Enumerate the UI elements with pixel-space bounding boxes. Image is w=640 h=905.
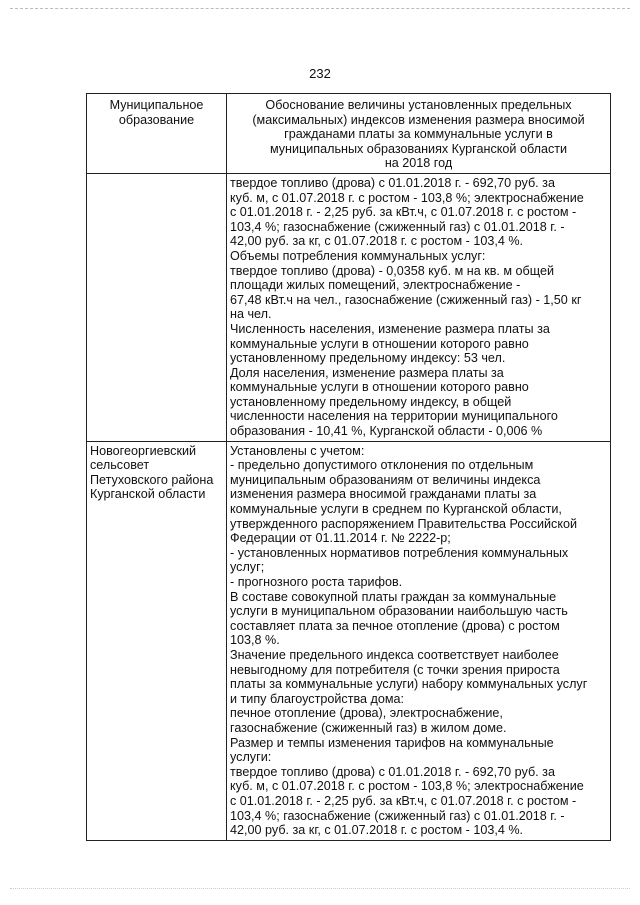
text-line: Установлены с учетом:	[230, 443, 365, 458]
text-line: Численность населения, изменение размера платы за	[230, 321, 550, 336]
text-line: коммунальные услуги в отношении которого равно	[230, 380, 529, 395]
municipality-cell	[87, 173, 227, 441]
table-row	[87, 173, 611, 441]
justification-table	[86, 93, 611, 841]
text-line: 42,00 руб. за кг, с 01.07.2018 г. с ростом - 103,4 %.	[230, 234, 524, 249]
municipality-line: Курганской области	[90, 487, 206, 502]
text-line: Значение предельного индекса соответствует наиболее	[230, 647, 559, 662]
text-line: и типу благоустройства дома:	[230, 691, 405, 706]
header-line: гражданами платы за коммунальные услуги в	[284, 127, 553, 142]
text-line: услуги в муниципальном образовании наибольшую часть	[230, 604, 568, 619]
text-line: Размер и темпы изменения тарифов на коммунальные	[230, 735, 554, 750]
text-line: невыгодному для потребителя (с точки зрения прироста	[230, 662, 560, 677]
text-line: услуг;	[230, 560, 265, 575]
text-line: - прогнозного роста тарифов.	[230, 575, 403, 589]
text-line: платы за коммунальные услуги) набору коммунальных услуг	[230, 677, 588, 692]
text-line: твердое топливо (дрова) с 01.01.2018 г. - 692,70 руб. за	[230, 764, 555, 779]
header-line: (максимальных) индексов изменения размера вносимой	[252, 112, 585, 127]
text-line: газоснабжение (сжиженный газ) в жилом доме.	[230, 720, 507, 735]
municipality-line: Новогеоргиевский	[90, 443, 197, 458]
text-line: 103,4 %; газоснабжение (сжиженный газ) с 01.01.2018 г. -	[230, 808, 565, 823]
header-line: муниципальных образованиях Курганской области	[269, 141, 568, 156]
table-header-row	[87, 94, 611, 174]
text-line: - предельно допустимого отклонения по отдельным	[230, 458, 534, 473]
text-line: 103,8 %.	[230, 633, 280, 648]
municipality-line: сельсовет	[90, 458, 150, 473]
text-line: - установленных нормативов потребления коммунальных	[230, 545, 569, 560]
text-line: 42,00 руб. за кг, с 01.07.2018 г. с ростом - 103,4 %.	[230, 823, 524, 838]
text-line: с 01.01.2018 г. - 2,25 руб. за кВт.ч, с 01.07.2018 г. с ростом -	[230, 793, 577, 808]
header-justification	[227, 94, 611, 174]
page-number: 232	[309, 66, 331, 81]
text-line: установленному предельному индексу: 53 чел.	[230, 351, 506, 366]
text-line: образования - 10,41 %, Курганской области - 0,006 %	[230, 424, 543, 439]
municipality-cell	[87, 441, 227, 840]
text-line: куб. м, с 01.07.2018 г. с ростом - 103,8 %; электроснабжение	[230, 779, 584, 794]
header-line: на 2018 год	[384, 156, 453, 171]
text-line: 103,4 %; газоснабжение (сжиженный газ) с 01.01.2018 г. -	[230, 219, 565, 234]
scan-edge-bottom	[10, 888, 630, 891]
text-line: Доля населения, изменение размера платы за	[230, 365, 504, 380]
text-line: твердое топливо (дрова) с 01.01.2018 г. - 692,70 руб. за	[230, 175, 555, 190]
text-line: 67,48 кВт.ч на чел., газоснабжение (сжиженный газ) - 1,50 кг	[230, 292, 582, 307]
header-municipality	[87, 94, 227, 174]
text-line: изменения размера вносимой гражданами платы за	[230, 487, 537, 502]
text-line: коммунальные услуги в отношении которого равно	[230, 336, 529, 351]
scan-edge-top	[10, 8, 630, 11]
text-line: составляет плата за печное отопление (дрова) с ростом	[230, 618, 560, 633]
text-line: куб. м, с 01.07.2018 г. с ростом - 103,8 %; электроснабжение	[230, 190, 584, 205]
text-line: утвержденного распоряжением Правительства Российской	[230, 516, 578, 531]
text-line: твердое топливо (дрова) - 0,0358 куб. м на кв. м общей	[230, 263, 555, 278]
text-line: с 01.01.2018 г. - 2,25 руб. за кВт.ч, с 01.07.2018 г. с ростом -	[230, 205, 577, 220]
justification-cell	[227, 441, 611, 840]
header-line: Обоснование величины установленных предельных	[265, 98, 572, 112]
table-row	[87, 441, 611, 840]
text-line: коммунальные услуги в среднем по Курганской области,	[230, 502, 562, 517]
text-line: В составе совокупной платы граждан за коммунальные	[230, 589, 557, 604]
text-line: Объемы потребления коммунальных услуг:	[230, 248, 486, 263]
header-line: Муниципальное	[109, 98, 204, 112]
text-line: численности населения на территории муниципального	[230, 409, 558, 424]
text-line: муниципальным образованиям от величины индекса	[230, 472, 541, 487]
text-line: установленному предельному индексу, в общей	[230, 394, 512, 409]
header-line: образование	[118, 112, 195, 127]
text-line: печное отопление (дрова), электроснабжение,	[230, 706, 503, 721]
text-line: услуги:	[230, 750, 272, 765]
text-line: Федерации от 01.11.2014 г. № 2222-р;	[230, 531, 451, 546]
text-line: площади жилых помещений, электроснабжение -	[230, 278, 521, 293]
municipality-line: Петуховского района	[90, 472, 214, 487]
justification-cell	[227, 173, 611, 441]
text-line: на чел.	[230, 307, 272, 322]
